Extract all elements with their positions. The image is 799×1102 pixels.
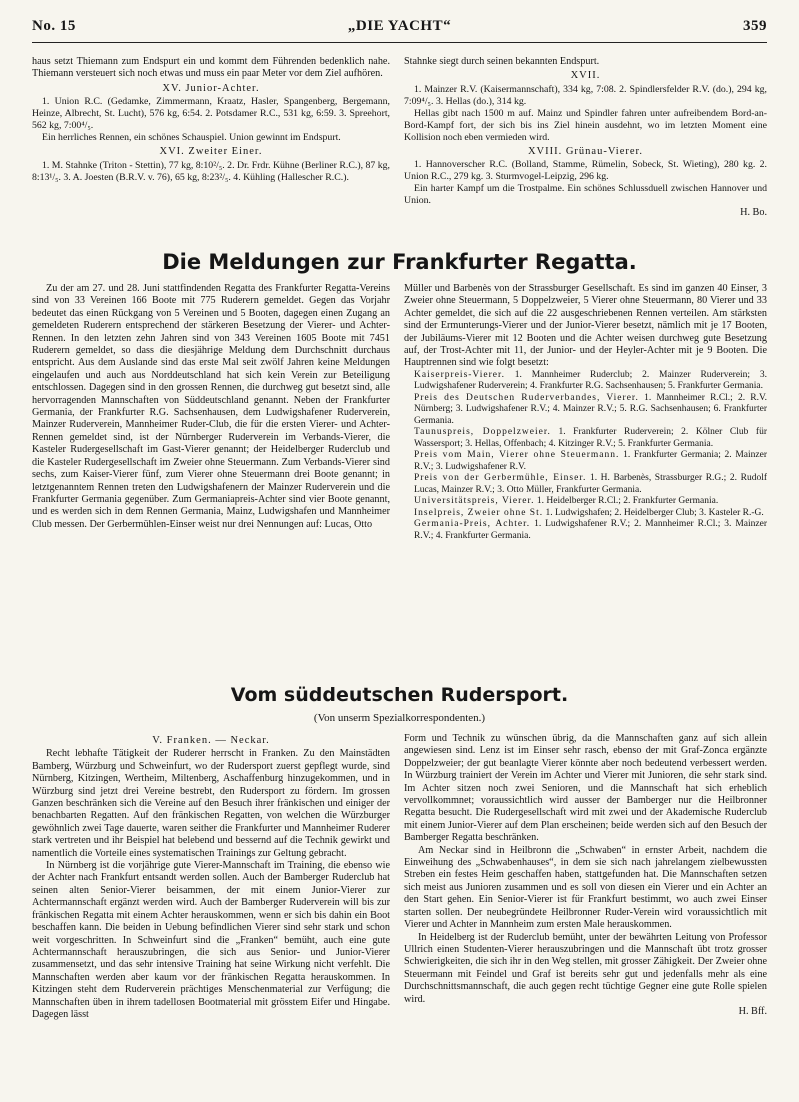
article-paragraph: Am Neckar sind in Heilbronn die „Schwaben“ in ernster Arbeit, nachdem die Einweihung des „Schwabenhauses“, in dem sie sich nach jahrelangem zielbewussten Streben ein festes Heim geschaffen haben, stattgefunden hat. Die Mannschaften setzen sich meist aus Junioren zusammen und es soll von diesen ein Vierer und ein Achter an den Start gehen. Ein Senior-Vierer ist für Frankfurt bestimmt, wo auch zwei Einser starten sollen. Der neubegründete Heilbronner Ruder-Verein wird voraussichtlich mit Vierer und Achter in Mannheim zum ersten Male herauskommen. xyxy=(404,844,767,931)
results-intro: haus setzt Thiemann zum Endspurt ein und kommt dem Führenden bedenklich nahe. Thiemann versteuert sich noch etwas und muss ein paar Meter vor dem Ziel aufhören. xyxy=(32,56,390,80)
race-entry-text: 1. Ludwigshafener R.V.; 2. Mannheimer R.Cl.; 3. Mainzer R.V.; 4. Frankfurter Germania. xyxy=(414,519,767,541)
race-entry xyxy=(404,427,767,450)
article1-right-column xyxy=(404,283,767,675)
race-entry-text: 1. Heidelberger R.Cl.; 2. Frankfurter Germania. xyxy=(536,496,719,507)
article-paragraph: Form und Technik zu wünschen übrig, da die Mannschaften ganz auf sich allein angewiesen sind. Lenz ist im Einser sehr rasch, ebenso der mit Graf-Zonca ergänzte Doppelzweier; der gut beanlagte Vierer könnte aber noch bedeutend verbessert werden. In Würzburg trainiert der Verein im Achter und Vierer mit Junioren, die sehr stark sind. Im Achter sitzen noch zwei Senioren, und die Mannschaft hat sich erheblich vervollkommnet; voraussichtlich wird ausser der Bamberger nur die Heilbronner Regatta besucht. Die Rudergesellschaft wird mit zwei und der Akademische Ruderclub mit einem Junior-Vierer auf dem Plan erscheinen; beide werden sich auf den Besuch der Bamberger Regatta beschränken. xyxy=(404,733,767,844)
race-note: Ein harter Kampf um die Trostpalme. Ein schönes Schlussduell zwischen Hannover und Union. xyxy=(404,183,767,207)
race-entry-name: Universitätspreis, Vierer. xyxy=(414,496,535,507)
article-paragraph: Zu der am 27. und 28. Juni stattfindenden Regatta des Frankfurter Regatta-Vereins sind von 33 Vereinen 166 Boote mit 775 Ruderern gemeldet. Gegen das Vorjahr bedeutet das einen Rückgang von 5 Vereinen und 5 Booten, dagegen einen Zugang an gemeldeten Ruderern entsprechend der stärkeren Besetzung der Vierer- und Achter-Rennen. In den letzten zehn Jahren sind von 343 Vereinen 1605 Boote mit 7451 Ruderern gemeldet, so dass die diesjährige Meldung dem Durchschnitt durchaus entspricht. Aus dem Auslande sind das erste Mal seit zwölf Jahren keine Meldungen eingelaufen und auch aus Norddeutschland hat sich kein Verein zur Beteiligung entschlossen. Dagegen sind in den grossen Rennen, die durchweg gut besetzt sind, alle hervorragenden Mannschaften von Süddeutschland genannt. Neben der Frankfurter Germania, der Frankfurter R.G. Sachsenhausen, dem Ludwigshafener Ruderverein, Mainzer Ruderverein, Mannheimer Ruder-Club, die für die ersten Vierer- und Achter-Rennen gemeldet sind, ist der Nürnberger Ruderverein im Verbands-Vierer, die Kasteler Rudergesellschaft im Gast-Vierer genannt; der Heidelberger Ruderclub und die Kasteler Rudergesellschaft im Zweier ohne Steuermann. Zum Verbands-Vierer sind sechs, zum Kaiser-Vierer fünf, zum Vierer ohne Steuermann drei Boote genannt; in letztgenanntem Rennen treten den Ludwigshafenern der Mainzer Ruderverein und die Frankfurter Germania gegenüber. Zum Germaniapreis-Achter sind vier Boote genannt, und es werden sich in dem Rennen Germania, Mainz, Ludwigshafen und Mannheimer Club messen. Der Gerbermühlen-Einser weist nur drei Nennungen auf: Lucas, Otto xyxy=(32,283,390,530)
race-heading: XVII. xyxy=(570,70,601,82)
race-results: 1. Union R.C. (Gedamke, Zimmermann, Kraatz, Hasler, Spangenberg, Bergemann, Heinze, Albrecht, St. Lucht), 576 kg, 6:54. 2. Potsdamer R.C., 531 kg, 6:59. 3. Spreehort, 562 kg, 7:00⁴/₅. xyxy=(32,96,390,132)
race-entry xyxy=(404,473,767,496)
race-entry-name: Preis vom Main, Vierer ohne Steuermann. xyxy=(414,450,620,461)
race-heading: XVI. Zweiter Einer. xyxy=(159,146,263,158)
article-paragraph: Müller und Barbenès von der Strassburger Gesellschaft. Es sind im ganzen 40 Einser, 3 Zweier ohne Steuermann, 5 Doppelzweier, 5 Vierer ohne Steuermann, 80 Vierer und 33 Achter gemeldet, die sich auf die 22 ausgeschriebenen Rennen verteilen. Am stärksten sind der Ermunterungs-Vierer und der Junior-Vierer besetzt, nämlich mit je 17 Booten, der Jubiläums-Vierer mit 12 Booten und die Achter weisen durchweg gute Besetzung auf, der Trost-Achter mit 11, der Junior- und der Heyler-Achter mit je 9 Booten. Die Hauptrennen sind wie folgt besetzt: xyxy=(404,283,767,369)
race-entry-name: Inselpreis, Zweier ohne St. xyxy=(414,507,544,518)
article2-left-column xyxy=(32,733,390,1091)
magazine-title: „DIE YACHT“ xyxy=(347,18,452,34)
race-results: 1. Mainzer R.V. (Kaisermannschaft), 334 kg, 7:08. 2. Spindlersfelder R.V. (do.), 294 kg, 7:09⁴/₅. 3. Hellas (do.), 314 kg. xyxy=(404,83,767,107)
race-entry xyxy=(404,519,767,542)
results-left-column xyxy=(32,56,390,246)
page-header xyxy=(32,12,767,43)
article-signature: H. Bo. xyxy=(740,207,767,219)
race-entry-name: Germania-Preis, Achter. xyxy=(414,519,531,530)
race-entry-text: 1. H. Barbenès, Strassburger R.G.; 2. Rudolf Lucas, Mainzer R.V.; 3. Otto Müller, Frankfurter Germania. xyxy=(414,473,767,495)
race-entry-text: 1. Frankfurter Germania; 2. Mainzer R.V.; 3. Ludwigshafener R.V. xyxy=(414,450,767,472)
race-entry xyxy=(404,508,767,520)
article-title: Die Meldungen zur Frankfurter Regatta. xyxy=(162,250,637,274)
race-heading: XVIII. Grünau-Vierer. xyxy=(527,145,644,157)
race-entry-name: Preis von der Gerbermühle, Einser. xyxy=(414,473,587,484)
race-results: 1. Hannoverscher R.C. (Bolland, Stamme, Rümelin, Sobeck, St. Wieting), 280 kg. 2. Union R.C., 279 kg. 3. Sturmvogel-Leipzig, 296 kg. xyxy=(404,159,767,183)
article2-right-column xyxy=(404,733,767,1091)
race-entry-name: Preis des Deutschen Ruderverbandes, Vierer. xyxy=(414,392,639,403)
race-note: Hellas gibt nach 1500 m auf. Mainz und Spindler fahren unter aufreibendem Bord-an-Bord-Kampf fort, der sich bis ins Ziel hinein ausdehnt, wo im letzten Moment eine Kollision noch eben vermieden wird. xyxy=(404,107,767,143)
race-entry-text: 1. Ludwigshafen; 2. Heidelberger Club; 3. Kasteler R.-G. xyxy=(545,507,764,518)
race-entry-name: Taunuspreis, Doppelzweier. xyxy=(414,427,551,438)
race-entry xyxy=(404,370,767,393)
race-entry-text: 1. Mannheimer Ruderclub; 2. Mainzer Ruderverein; 3. Ludwigshafener Ruderverein; 4. Frankfurter R.G. Sachsenhausen; 5. Frankfurter Germania. xyxy=(414,369,767,392)
article-paragraph: In Heidelberg ist der Ruderclub bemüht, unter der bewährten Leitung von Professor Ullrich einen Studenten-Vierer herauszubringen und die Mannschaft übt trotz grosser Schwierigkeiten, die sich ihr in den Weg stellen, mit grosser Zähigkeit. Der Zweier ohne Steuermann mit Feindel und Graf ist bereits sehr gut und jedenfalls mehr als eine Durchschnittsmannschaft, die auch gegen recht tüchtige Gegner eine gute Rolle spielen wird. xyxy=(404,931,767,1005)
results-right-column xyxy=(404,56,767,246)
race-heading: XV. Junior-Achter. xyxy=(162,82,260,94)
race-entry-text: 1. Frankfurter Ruderverein; 2. Kölner Club für Wassersport; 3. Hellas, Offenbach; 4. Kitzinger R.V.; 5. Frankfurter Germania. xyxy=(414,427,767,449)
issue-number: No. 15 xyxy=(32,18,76,34)
race-entry xyxy=(404,393,767,428)
article-subtitle: (Von unserm Spezialkorrespondenten.) xyxy=(313,712,486,724)
article-title: Vom süddeutschen Rudersport. xyxy=(230,684,569,706)
race-results: 1. M. Stahnke (Triton - Stettin), 77 kg, 8:10²/₅. 2. Dr. Frdr. Kühne (Berliner R.C.), 87 kg, 8:13¹/₅. 3. A. Joesten (B.R.V. v. 76), 65 kg, 8:23²/₅. 4. Kühling (Hallescher R.C.). xyxy=(32,159,390,183)
article-paragraph: Recht lebhafte Tätigkeit der Ruderer herrscht in Franken. Zu den Mainstädten Bamberg, Würzburg und Schweinfurt, wo der Rudersport zuerst gepflegt wurde, sind Nürnberg, Kitzingen, Wertheim, Miltenberg, Aschaffenburg hinzugekommen, und in Würzburg sind jetzt drei Vereine bestrebt, den Rudersport zu fördern. Im grossen Ganzen beschränken sich die Vereine auf den Besuch ihrer fränkischen und einiger der benachbarten Regatten. Auf den fränkischen Regatten, von welchen die Würzburger gewöhnlich zwei Tage dauerte, waren seither die Frankfurter und Mannheimer Ruderer stark vertreten und ihr Beispiel hat belebend und bessernd auf die Technik gewirkt und namentlich die Vorteile eines systematischen Trainings zur Geltung gebracht. xyxy=(32,748,390,859)
race-entry xyxy=(404,496,767,508)
article-signature: H. Bff. xyxy=(738,1005,767,1017)
article1-left-column xyxy=(32,283,390,675)
section-heading: V. Franken. — Neckar. xyxy=(152,735,270,746)
article-paragraph: In Nürnberg ist die vorjährige gute Vierer-Mannschaft im Training, die ebenso wie der Achter nach Frankfurt entsandt werden sollen. Auch der Bamberger Ruderclub hat seinen alten Senior-Vierer beisammen, der mit einem Junior-Vierer zur Achtermannschaft ergänzt werden wird. Auch der Bamberger Ruderverein will bis zur fränkischen Regatta mit einem Achter herauskommen, wenn er sich bis dahin ein Boot beschaffen kann. Die beiden in Uebung befindlichen Vierer sind sehr stark und schon weit vorgeschritten. In Schweinfurt sind die „Franken“ bemüht, auch eine gute Achtermannschaft herauszubringen, die sich aus Senior- und Junior-Vierer zusammensetzt, und das sehr intensive Training hat seine Wirkung nicht verfehlt. Die Mannschaften werden aber kaum vor der fränkischen Regatta herauskommen. In Kitzingen steht dem Ruderverein prächtiges Menschenmaterial zur Verfügung; die Mannschaften üben in ihrem tadellosen Bootmaterial mit grösstem Eifer und Hingabe. Dagegen lässt xyxy=(32,860,390,1020)
race-entry-text: 1. Mannheimer R.Cl.; 2. R.V. Nürnberg; 3. Ludwigshafener R.V.; 4. Mainzer R.V.; 5. R.G. Sachsenhausen; 6. Frankfurter Germania. xyxy=(414,392,767,426)
race-entries-list xyxy=(404,370,767,543)
results-intro: Stahnke siegt durch seinen bekannten Endspurt. xyxy=(404,56,600,67)
race-entry-name: Kaiserpreis-Vierer. xyxy=(414,369,505,380)
race-note: Ein herrliches Rennen, ein schönes Schauspiel. Union gewinnt im Endspurt. xyxy=(42,132,341,144)
race-entry xyxy=(404,450,767,473)
page-number: 359 xyxy=(743,18,767,34)
